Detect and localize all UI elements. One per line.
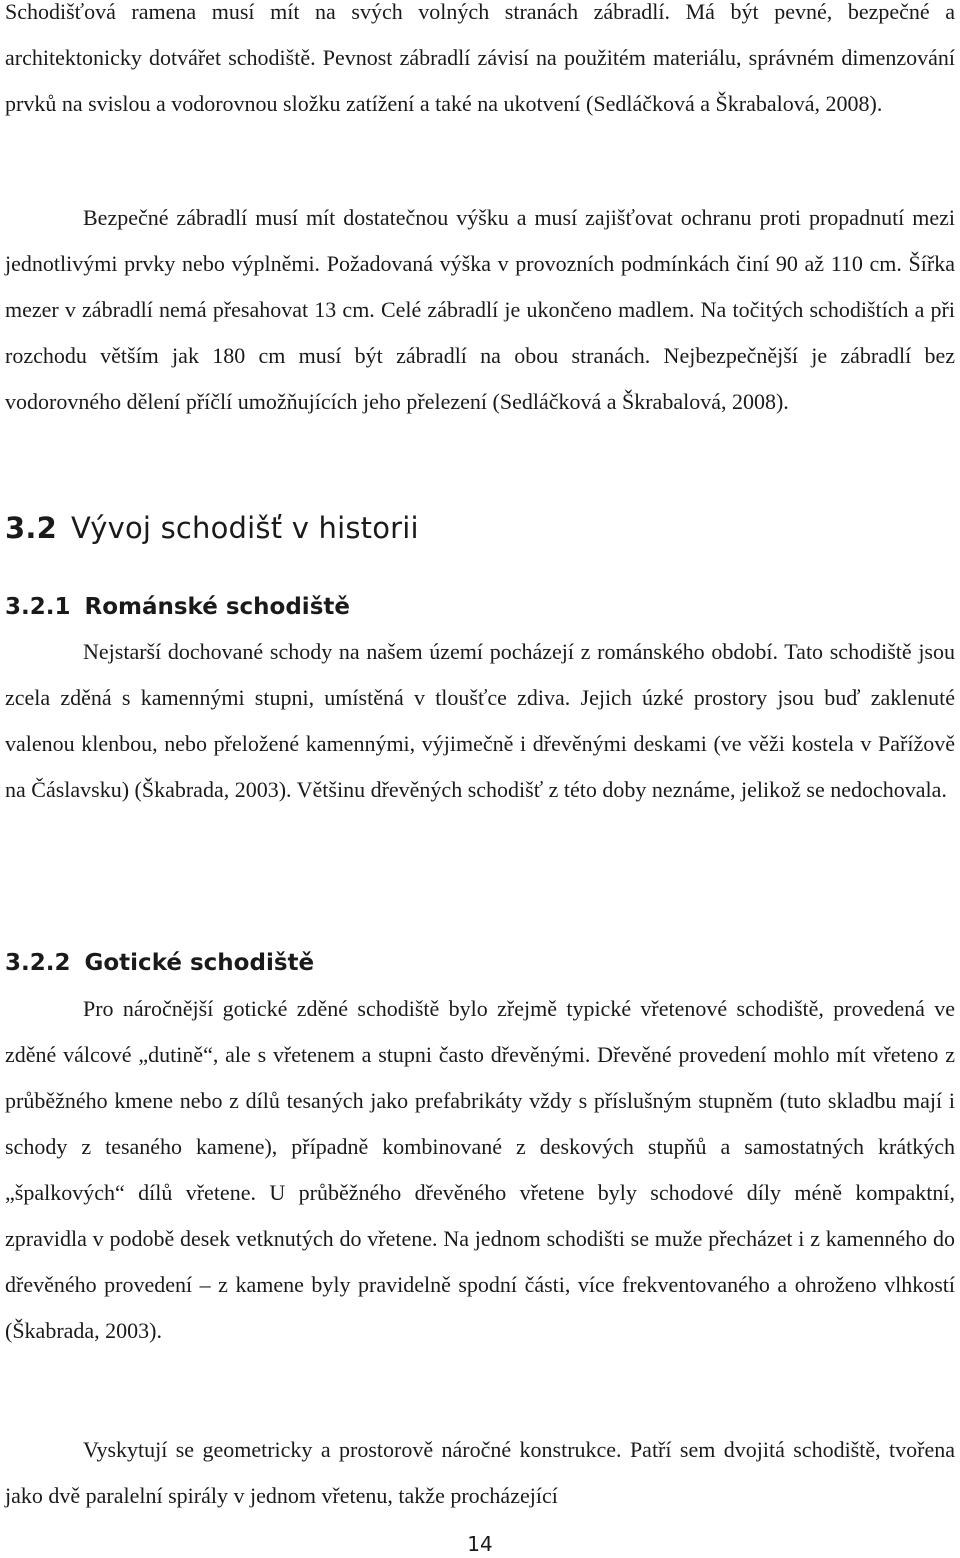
paragraph-romanesque: Nejstarší dochované schody na našem území pocházejí z románského období. Tato schodiště jsou zcela zděná s kamennými stupni, umístěná v tloušťce zdiva. Jejich úzké prostory jsou buď zaklenuté valenou klenbou, nebo přeložené kamennými, výjimečně i dřevěnými deskami (ve věži kostela v Pařížově na Čáslavsku) (Škabrada, 2003). Většinu dřevěných schodišť z této doby neznáme, jelikož se nedochovala.	[5, 639, 955, 802]
section-number: 3.2	[5, 511, 57, 545]
subsection-title-romanesque: Románské schodiště	[84, 594, 350, 620]
paragraph-railing-safety: Bezpečné zábradlí musí mít dostatečnou výšku a musí zajišťovat ochranu proti propadnutí mezi jednotlivými prvky nebo výplněmi. Požadovaná výška v provozních podmínkách činí 90 až 110 cm. Šířka mezer v zábradlí nemá přesahovat 13 cm. Celé zábradlí je ukončeno madlem. Na točitých schodištích a při rozchodu větším jak 180 cm musí být zábradlí na obou stranách. Nejbezpečnější je zábradlí bez vodorovného dělení příčlí umožňujících jeho přelezení (Sedláčková a Škrabalová, 2008).	[5, 205, 955, 414]
subsection-title-gothic: Gotické schodiště	[84, 950, 315, 976]
section-heading	[5, 508, 419, 548]
section-title: Vývoj schodišť v historii	[70, 511, 419, 545]
paragraph-geometric: Vyskytují se geometricky a prostorově náročné konstrukce. Patří sem dvojitá schodiště, tvořena jako dvě paralelní spirály v jednom vřetenu, takže procházející	[5, 1437, 955, 1508]
subsection-number-gothic: 3.2.2	[5, 950, 71, 976]
subsection-number-romanesque: 3.2.1	[5, 594, 71, 620]
paragraph-railing-intro: Schodišťová ramena musí mít na svých volných stranách zábradlí. Má být pevné, bezpečné a architektonicky dotvářet schodiště. Pevnost zábradlí závisí na použitém materiálu, správném dimenzování prvků na svislou a vodorovnou složku zatížení a také na ukotvení (Sedláčková a Škrabalová, 2008).	[5, 0, 955, 116]
page-number: 14	[467, 1532, 493, 1556]
paragraph-gothic: Pro náročnější gotické zděné schodiště bylo zřejmě typické vřetenové schodiště, provedená ve zděné válcové „dutině“, ale s vřetenem a stupni často dřevěnými. Dřevěné provedení mohlo mít vřeteno z průběžného kmene nebo z dílů tesaných jako prefabrikáty vždy s příslušným stupněm (tuto skladbu mají i schody z tesaného kamene), případně kombinované z deskových stupňů a samostatných krátkých „špalkových“ dílů vřetene. U průběžného dřevěného vřetene byly schodové díly méně kompaktní, zpravidla v podobě desek vetknutých do vřetene. Na jednom schodišti se muže přecházet i z kamenného do dřevěného provedení – z kamene byly pravidelně spodní části, více frekventovaného a ohroženo vlhkostí (Škabrada, 2003).	[5, 996, 955, 1343]
subsection-heading-gothic	[5, 946, 314, 980]
subsection-heading-romanesque	[5, 590, 350, 624]
